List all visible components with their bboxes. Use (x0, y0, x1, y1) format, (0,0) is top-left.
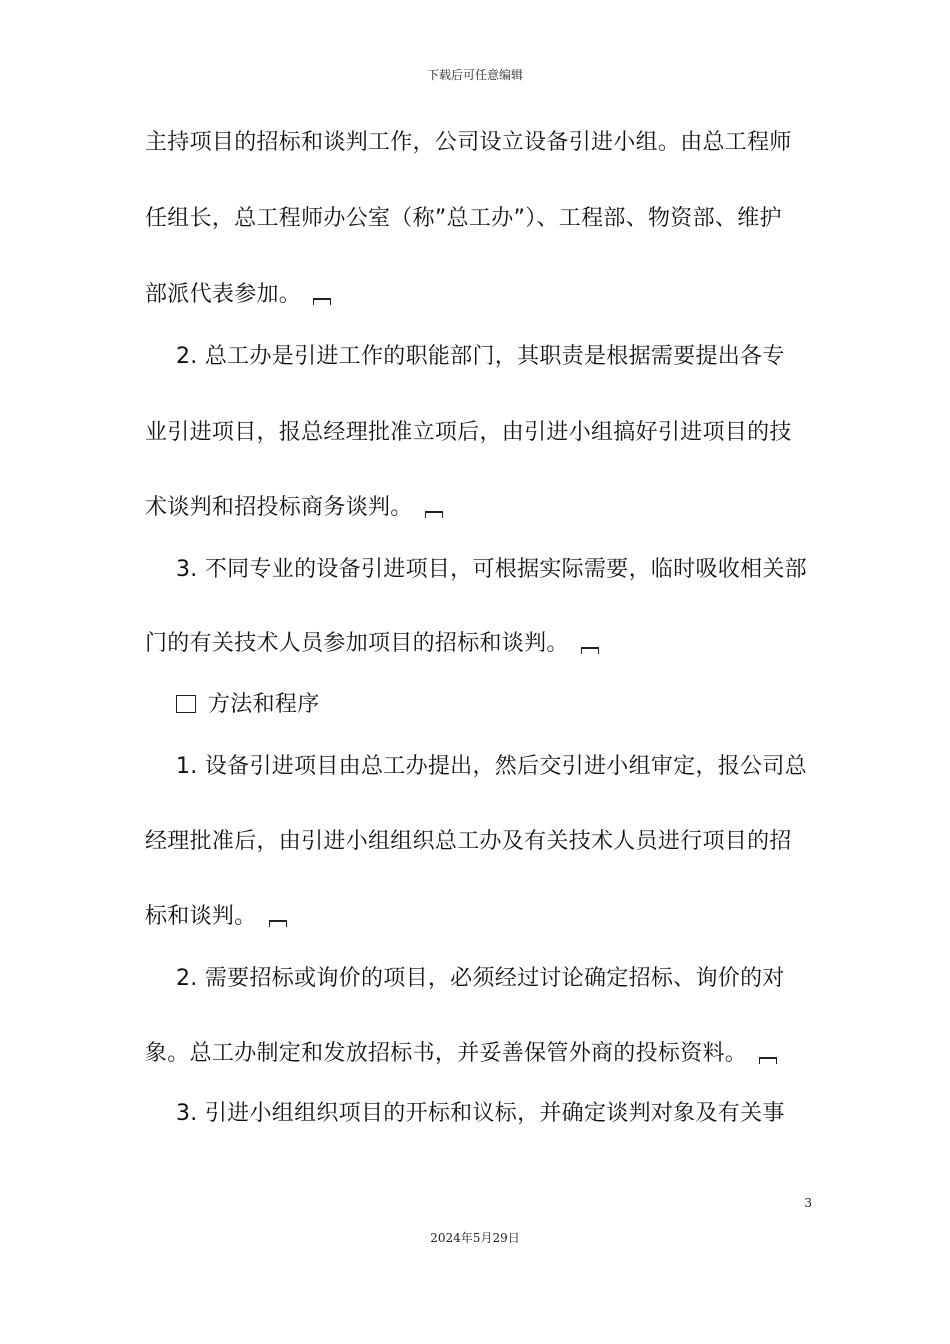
text-line (145, 827, 807, 857)
text-line-content: 部派代表参加。 (145, 282, 302, 307)
text-line-content: 术谈判和招投标商务谈判。 (145, 495, 413, 520)
text-line-content: 门的有关技术人员参加项目的招标和谈判。 (145, 631, 569, 656)
text-line-content: 2. 需要招标或询价的项目，必须经过讨论确定招标、询价的对 (176, 966, 785, 991)
text-line (145, 280, 807, 310)
text-line (176, 964, 807, 994)
checkbox-square-icon (176, 695, 196, 713)
text-line (145, 902, 807, 932)
text-line-content: 3. 引进小组组织项目的开标和议标，并确定谈判对象及有关事 (176, 1101, 785, 1126)
section-heading (176, 690, 807, 720)
paragraph-mark-icon (313, 298, 331, 305)
text-line (176, 752, 807, 782)
text-line (145, 418, 807, 448)
text-line (145, 629, 807, 659)
text-line-content: 任组长，总工程师办公室（称”总工办”）、工程部、物资部、维护 (145, 206, 782, 231)
text-line (145, 493, 807, 523)
text-line-content: 1. 设备引进项目由总工办提出，然后交引进小组审定，报公司总 (176, 754, 807, 779)
paragraph-mark-icon (425, 511, 443, 518)
text-line (145, 128, 807, 158)
paragraph-mark-icon (581, 647, 599, 654)
text-line (176, 1099, 807, 1129)
text-line-content: 象。总工办制定和发放招标书，并妥善保管外商的投标资料。 (145, 1041, 748, 1066)
text-line-content: 3. 不同专业的设备引进项目，可根据实际需要，临时吸收相关部 (176, 557, 807, 582)
text-line-content: 主持项目的招标和谈判工作，公司设立设备引进小组。由总工程师 (145, 130, 792, 155)
footer-date: 2024年5月29日 (430, 1231, 520, 1245)
text-line (176, 342, 807, 372)
text-line-content: 标和谈判。 (145, 904, 257, 929)
paragraph-mark-icon (759, 1057, 777, 1064)
text-line-content: 2. 总工办是引进工作的职能部门，其职责是根据需要提出各专 (176, 344, 785, 369)
text-line-content: 经理批准后，由引进小组组织总工办及有关技术人员进行项目的招 (145, 829, 792, 854)
text-line (176, 555, 807, 585)
text-line (145, 1039, 807, 1069)
section-heading-text: 方法和程序 (208, 692, 320, 717)
text-line (145, 204, 807, 234)
header-note: 下载后可任意编辑 (426, 68, 523, 82)
text-line-content: 业引进项目，报总经理批准立项后，由引进小组搞好引进项目的技 (145, 420, 792, 445)
page-number: 3 (804, 1196, 812, 1210)
paragraph-mark-icon (269, 920, 287, 927)
